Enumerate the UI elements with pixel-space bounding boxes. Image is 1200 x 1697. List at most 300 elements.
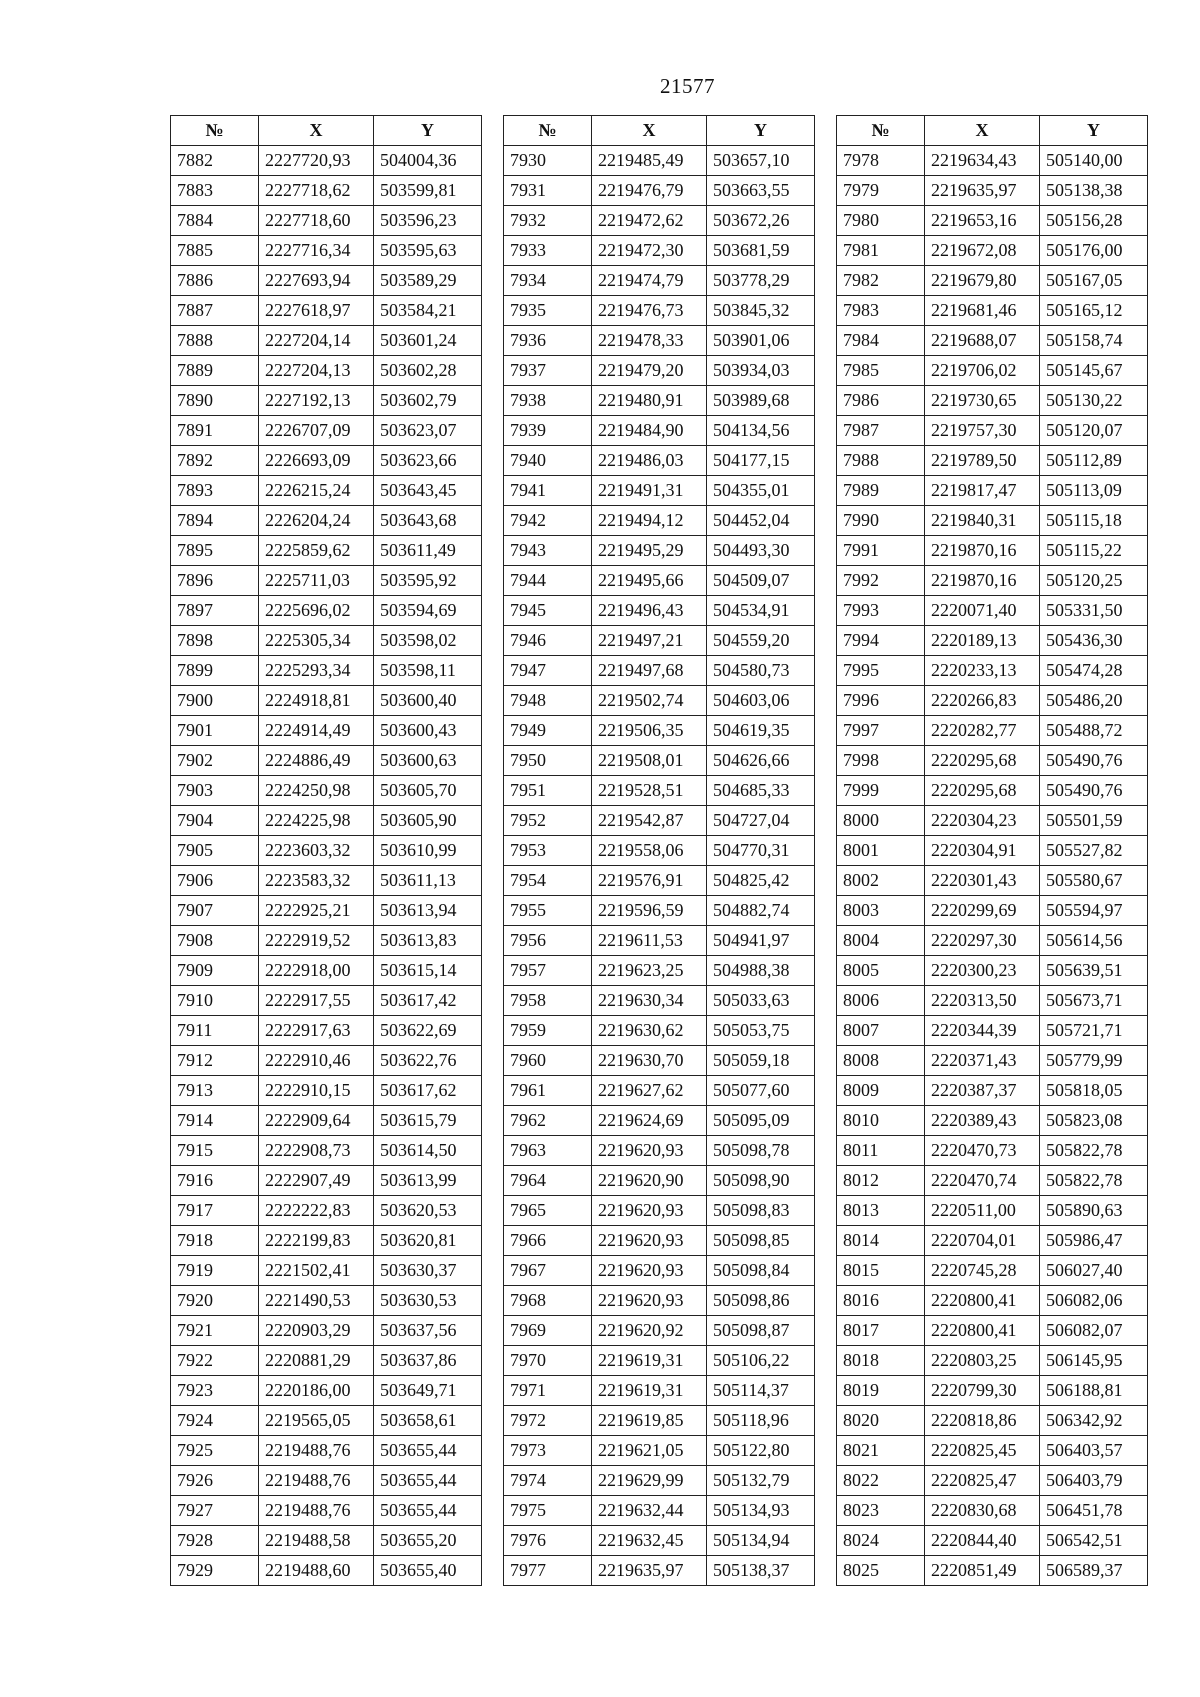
point-number-cell: 7900 [171,686,259,716]
table-row [171,1256,482,1286]
table-row [837,566,1148,596]
point-number-cell: 7948 [504,686,592,716]
point-number-cell: 7897 [171,596,259,626]
y-coordinate-cell: 503655,44 [374,1466,482,1496]
point-number-cell: 7954 [504,866,592,896]
y-coordinate-cell: 503595,63 [374,236,482,266]
column-header-number: № [837,116,925,146]
table-row [837,1136,1148,1166]
x-coordinate-cell: 2220745,28 [925,1256,1040,1286]
table-row [837,296,1148,326]
x-coordinate-cell: 2220704,01 [925,1226,1040,1256]
point-number-cell: 8014 [837,1226,925,1256]
x-coordinate-cell: 2222910,46 [259,1046,374,1076]
point-number-cell: 7986 [837,386,925,416]
y-coordinate-cell: 503630,37 [374,1256,482,1286]
table-row [837,1286,1148,1316]
y-coordinate-cell: 503655,20 [374,1526,482,1556]
x-coordinate-cell: 2219730,65 [925,386,1040,416]
y-coordinate-cell: 505822,78 [1040,1166,1148,1196]
y-coordinate-cell: 505614,56 [1040,926,1148,956]
table-row [171,1136,482,1166]
y-coordinate-cell: 505053,75 [707,1016,815,1046]
y-coordinate-cell: 503623,07 [374,416,482,446]
y-coordinate-cell: 503599,81 [374,176,482,206]
x-coordinate-cell: 2219495,29 [592,536,707,566]
x-coordinate-cell: 2220825,45 [925,1436,1040,1466]
y-coordinate-cell: 504534,91 [707,596,815,626]
x-coordinate-cell: 2220282,77 [925,716,1040,746]
y-coordinate-cell: 506542,51 [1040,1526,1148,1556]
table-row [837,626,1148,656]
y-coordinate-cell: 503658,61 [374,1406,482,1436]
y-coordinate-cell: 504825,42 [707,866,815,896]
y-coordinate-cell: 503989,68 [707,386,815,416]
y-coordinate-cell: 505167,05 [1040,266,1148,296]
y-coordinate-cell: 503601,24 [374,326,482,356]
x-coordinate-cell: 2219476,79 [592,176,707,206]
point-number-cell: 7899 [171,656,259,686]
table-row [837,1256,1148,1286]
point-number-cell: 7891 [171,416,259,446]
x-coordinate-cell: 2220233,13 [925,656,1040,686]
x-coordinate-cell: 2225711,03 [259,566,374,596]
y-coordinate-cell: 505501,59 [1040,806,1148,836]
point-number-cell: 7958 [504,986,592,1016]
y-coordinate-cell: 505331,50 [1040,596,1148,626]
table-row [837,1046,1148,1076]
point-number-cell: 8007 [837,1016,925,1046]
point-number-cell: 7983 [837,296,925,326]
y-coordinate-cell: 503778,29 [707,266,815,296]
table-row [504,206,815,236]
x-coordinate-cell: 2220470,74 [925,1166,1040,1196]
point-number-cell: 7894 [171,506,259,536]
table-row [837,1346,1148,1376]
y-coordinate-cell: 503600,40 [374,686,482,716]
table-row [504,926,815,956]
table-row [504,1496,815,1526]
table-row [837,1526,1148,1556]
y-coordinate-cell: 505156,28 [1040,206,1148,236]
x-coordinate-cell: 2223603,32 [259,836,374,866]
y-coordinate-cell: 503637,56 [374,1316,482,1346]
y-coordinate-cell: 506188,81 [1040,1376,1148,1406]
y-coordinate-cell: 503845,32 [707,296,815,326]
y-coordinate-cell: 505120,07 [1040,416,1148,446]
table-row [504,956,815,986]
point-number-cell: 7918 [171,1226,259,1256]
x-coordinate-cell: 2227716,34 [259,236,374,266]
point-number-cell: 7933 [504,236,592,266]
y-coordinate-cell: 505098,78 [707,1136,815,1166]
table-row [837,776,1148,806]
point-number-cell: 7992 [837,566,925,596]
x-coordinate-cell: 2219620,93 [592,1196,707,1226]
point-number-cell: 7961 [504,1076,592,1106]
y-coordinate-cell: 504941,97 [707,926,815,956]
x-coordinate-cell: 2221502,41 [259,1256,374,1286]
y-coordinate-cell: 505158,74 [1040,326,1148,356]
table-row [171,326,482,356]
y-coordinate-cell: 504988,38 [707,956,815,986]
y-coordinate-cell: 503600,43 [374,716,482,746]
point-number-cell: 7913 [171,1076,259,1106]
coordinates-table-1 [170,115,482,1586]
table-row [171,536,482,566]
y-coordinate-cell: 503613,94 [374,896,482,926]
table-row [504,656,815,686]
y-coordinate-cell: 505077,60 [707,1076,815,1106]
table-row [171,1496,482,1526]
point-number-cell: 7912 [171,1046,259,1076]
point-number-cell: 7896 [171,566,259,596]
y-coordinate-cell: 506342,92 [1040,1406,1148,1436]
x-coordinate-cell: 2224250,98 [259,776,374,806]
point-number-cell: 7980 [837,206,925,236]
point-number-cell: 7938 [504,386,592,416]
y-coordinate-cell: 505490,76 [1040,746,1148,776]
x-coordinate-cell: 2219508,01 [592,746,707,776]
y-coordinate-cell: 503663,55 [707,176,815,206]
y-coordinate-cell: 505490,76 [1040,776,1148,806]
x-coordinate-cell: 2227718,60 [259,206,374,236]
table-row [171,506,482,536]
x-coordinate-cell: 2224225,98 [259,806,374,836]
point-number-cell: 7895 [171,536,259,566]
y-coordinate-cell: 503610,99 [374,836,482,866]
table-row [504,1166,815,1196]
x-coordinate-cell: 2219494,12 [592,506,707,536]
point-number-cell: 7908 [171,926,259,956]
y-coordinate-cell: 505639,51 [1040,956,1148,986]
table-row [837,956,1148,986]
table-row [171,206,482,236]
column-header-number: № [504,116,592,146]
y-coordinate-cell: 503655,44 [374,1496,482,1526]
x-coordinate-cell: 2222222,83 [259,1196,374,1226]
y-coordinate-cell: 503620,81 [374,1226,482,1256]
y-coordinate-cell: 505113,09 [1040,476,1148,506]
table-header-row [504,116,815,146]
point-number-cell: 7950 [504,746,592,776]
table-row [504,866,815,896]
x-coordinate-cell: 2219497,21 [592,626,707,656]
x-coordinate-cell: 2219634,43 [925,146,1040,176]
table-row [171,1076,482,1106]
y-coordinate-cell: 503901,06 [707,326,815,356]
y-coordinate-cell: 504685,33 [707,776,815,806]
y-coordinate-cell: 505823,08 [1040,1106,1148,1136]
x-coordinate-cell: 2219486,03 [592,446,707,476]
x-coordinate-cell: 2220511,00 [925,1196,1040,1226]
x-coordinate-cell: 2219495,66 [592,566,707,596]
x-coordinate-cell: 2226204,24 [259,506,374,536]
table-row [171,296,482,326]
x-coordinate-cell: 2227693,94 [259,266,374,296]
x-coordinate-cell: 2220304,23 [925,806,1040,836]
table-row [504,626,815,656]
y-coordinate-cell: 505779,99 [1040,1046,1148,1076]
y-coordinate-cell: 503598,11 [374,656,482,686]
table-row [171,836,482,866]
table-row [171,1016,482,1046]
table-row [837,1556,1148,1586]
y-coordinate-cell: 505033,63 [707,986,815,1016]
point-number-cell: 7964 [504,1166,592,1196]
x-coordinate-cell: 2225859,62 [259,536,374,566]
table-row [171,656,482,686]
point-number-cell: 8025 [837,1556,925,1586]
point-number-cell: 7956 [504,926,592,956]
y-coordinate-cell: 503934,03 [707,356,815,386]
x-coordinate-cell: 2227204,13 [259,356,374,386]
table-row [171,806,482,836]
x-coordinate-cell: 2220903,29 [259,1316,374,1346]
point-number-cell: 7890 [171,386,259,416]
table-row [504,536,815,566]
y-coordinate-cell: 505115,18 [1040,506,1148,536]
table-row [837,1166,1148,1196]
table-row [837,596,1148,626]
y-coordinate-cell: 504134,56 [707,416,815,446]
point-number-cell: 8002 [837,866,925,896]
x-coordinate-cell: 2219480,91 [592,386,707,416]
table-row [504,356,815,386]
point-number-cell: 7984 [837,326,925,356]
y-coordinate-cell: 504619,35 [707,716,815,746]
point-number-cell: 7920 [171,1286,259,1316]
table-row [837,386,1148,416]
table-row [171,1406,482,1436]
y-coordinate-cell: 506589,37 [1040,1556,1148,1586]
point-number-cell: 7902 [171,746,259,776]
point-number-cell: 7981 [837,236,925,266]
y-coordinate-cell: 505140,00 [1040,146,1148,176]
y-coordinate-cell: 504559,20 [707,626,815,656]
y-coordinate-cell: 504626,66 [707,746,815,776]
x-coordinate-cell: 2219488,76 [259,1496,374,1526]
table-row [837,1076,1148,1106]
point-number-cell: 7931 [504,176,592,206]
x-coordinate-cell: 2220071,40 [925,596,1040,626]
point-number-cell: 7999 [837,776,925,806]
table-row [504,1376,815,1406]
point-number-cell: 7996 [837,686,925,716]
y-coordinate-cell: 505059,18 [707,1046,815,1076]
table-row [837,1016,1148,1046]
y-coordinate-cell: 505436,30 [1040,626,1148,656]
point-number-cell: 7885 [171,236,259,266]
x-coordinate-cell: 2219497,68 [592,656,707,686]
table-row [171,1316,482,1346]
x-coordinate-cell: 2219706,02 [925,356,1040,386]
x-coordinate-cell: 2222917,63 [259,1016,374,1046]
table-row [171,746,482,776]
x-coordinate-cell: 2219558,06 [592,836,707,866]
point-number-cell: 8012 [837,1166,925,1196]
point-number-cell: 7985 [837,356,925,386]
x-coordinate-cell: 2224886,49 [259,746,374,776]
point-number-cell: 8009 [837,1076,925,1106]
point-number-cell: 7935 [504,296,592,326]
table-row [171,896,482,926]
point-number-cell: 7916 [171,1166,259,1196]
y-coordinate-cell: 506145,95 [1040,1346,1148,1376]
point-number-cell: 8001 [837,836,925,866]
y-coordinate-cell: 504580,73 [707,656,815,686]
y-coordinate-cell: 503672,26 [707,206,815,236]
table-row [837,236,1148,266]
table-row [837,326,1148,356]
table-row [504,1316,815,1346]
point-number-cell: 7974 [504,1466,592,1496]
y-coordinate-cell: 505122,80 [707,1436,815,1466]
point-number-cell: 8020 [837,1406,925,1436]
x-coordinate-cell: 2220851,49 [925,1556,1040,1586]
table-row [837,446,1148,476]
x-coordinate-cell: 2219679,80 [925,266,1040,296]
table-row [837,1316,1148,1346]
x-coordinate-cell: 2219472,30 [592,236,707,266]
x-coordinate-cell: 2219565,05 [259,1406,374,1436]
table-row [171,986,482,1016]
x-coordinate-cell: 2220299,69 [925,896,1040,926]
x-coordinate-cell: 2221490,53 [259,1286,374,1316]
y-coordinate-cell: 504603,06 [707,686,815,716]
point-number-cell: 7939 [504,416,592,446]
y-coordinate-cell: 505986,47 [1040,1226,1148,1256]
x-coordinate-cell: 2224914,49 [259,716,374,746]
y-coordinate-cell: 503643,45 [374,476,482,506]
y-coordinate-cell: 505818,05 [1040,1076,1148,1106]
point-number-cell: 7957 [504,956,592,986]
x-coordinate-cell: 2219506,35 [592,716,707,746]
x-coordinate-cell: 2220799,30 [925,1376,1040,1406]
table-row [171,686,482,716]
x-coordinate-cell: 2219478,33 [592,326,707,356]
table-row [504,1016,815,1046]
table-row [504,566,815,596]
point-number-cell: 7976 [504,1526,592,1556]
table-row [837,146,1148,176]
y-coordinate-cell: 504770,31 [707,836,815,866]
table-body [171,146,482,1586]
point-number-cell: 7946 [504,626,592,656]
y-coordinate-cell: 503613,83 [374,926,482,956]
point-number-cell: 7911 [171,1016,259,1046]
table-row [837,836,1148,866]
x-coordinate-cell: 2220844,40 [925,1526,1040,1556]
y-coordinate-cell: 505130,22 [1040,386,1148,416]
y-coordinate-cell: 505673,71 [1040,986,1148,1016]
table-row [837,986,1148,1016]
x-coordinate-cell: 2219496,43 [592,596,707,626]
point-number-cell: 7951 [504,776,592,806]
column-header-y: Y [707,116,815,146]
y-coordinate-cell: 503611,49 [374,536,482,566]
point-number-cell: 7947 [504,656,592,686]
table-row [837,266,1148,296]
x-coordinate-cell: 2219870,16 [925,536,1040,566]
y-coordinate-cell: 505474,28 [1040,656,1148,686]
x-coordinate-cell: 2219502,74 [592,686,707,716]
point-number-cell: 7903 [171,776,259,806]
table-row [171,566,482,596]
y-coordinate-cell: 505594,97 [1040,896,1148,926]
x-coordinate-cell: 2223583,32 [259,866,374,896]
x-coordinate-cell: 2219472,62 [592,206,707,236]
x-coordinate-cell: 2219870,16 [925,566,1040,596]
x-coordinate-cell: 2227720,93 [259,146,374,176]
y-coordinate-cell: 503584,21 [374,296,482,326]
table-row [171,1346,482,1376]
table-row [171,776,482,806]
x-coordinate-cell: 2220313,50 [925,986,1040,1016]
table-row [837,1106,1148,1136]
y-coordinate-cell: 506027,40 [1040,1256,1148,1286]
column-header-number: № [171,116,259,146]
x-coordinate-cell: 2219619,85 [592,1406,707,1436]
x-coordinate-cell: 2222907,49 [259,1166,374,1196]
point-number-cell: 7886 [171,266,259,296]
x-coordinate-cell: 2227618,97 [259,296,374,326]
point-number-cell: 8017 [837,1316,925,1346]
x-coordinate-cell: 2219672,08 [925,236,1040,266]
y-coordinate-cell: 503594,69 [374,596,482,626]
table-row [171,1556,482,1586]
point-number-cell: 8023 [837,1496,925,1526]
table-row [837,416,1148,446]
table-row [837,926,1148,956]
x-coordinate-cell: 2219479,20 [592,356,707,386]
point-number-cell: 7927 [171,1496,259,1526]
table-row [504,146,815,176]
table-row [837,716,1148,746]
coordinates-table-3 [836,115,1148,1586]
x-coordinate-cell: 2219817,47 [925,476,1040,506]
x-coordinate-cell: 2220387,37 [925,1076,1040,1106]
point-number-cell: 7882 [171,146,259,176]
point-number-cell: 7901 [171,716,259,746]
point-number-cell: 8019 [837,1376,925,1406]
table-row [504,1136,815,1166]
y-coordinate-cell: 504493,30 [707,536,815,566]
y-coordinate-cell: 505098,83 [707,1196,815,1226]
table-row [171,596,482,626]
x-coordinate-cell: 2219491,31 [592,476,707,506]
point-number-cell: 8005 [837,956,925,986]
x-coordinate-cell: 2220818,86 [925,1406,1040,1436]
y-coordinate-cell: 503598,02 [374,626,482,656]
x-coordinate-cell: 2225696,02 [259,596,374,626]
table-row [837,1406,1148,1436]
table-header-row [837,116,1148,146]
x-coordinate-cell: 2220803,25 [925,1346,1040,1376]
x-coordinate-cell: 2224918,81 [259,686,374,716]
x-coordinate-cell: 2222919,52 [259,926,374,956]
point-number-cell: 8016 [837,1286,925,1316]
point-number-cell: 7943 [504,536,592,566]
table-row [837,536,1148,566]
x-coordinate-cell: 2220295,68 [925,776,1040,806]
x-coordinate-cell: 2226693,09 [259,446,374,476]
x-coordinate-cell: 2219488,76 [259,1436,374,1466]
point-number-cell: 7960 [504,1046,592,1076]
table-row [837,896,1148,926]
y-coordinate-cell: 505165,12 [1040,296,1148,326]
point-number-cell: 7998 [837,746,925,776]
